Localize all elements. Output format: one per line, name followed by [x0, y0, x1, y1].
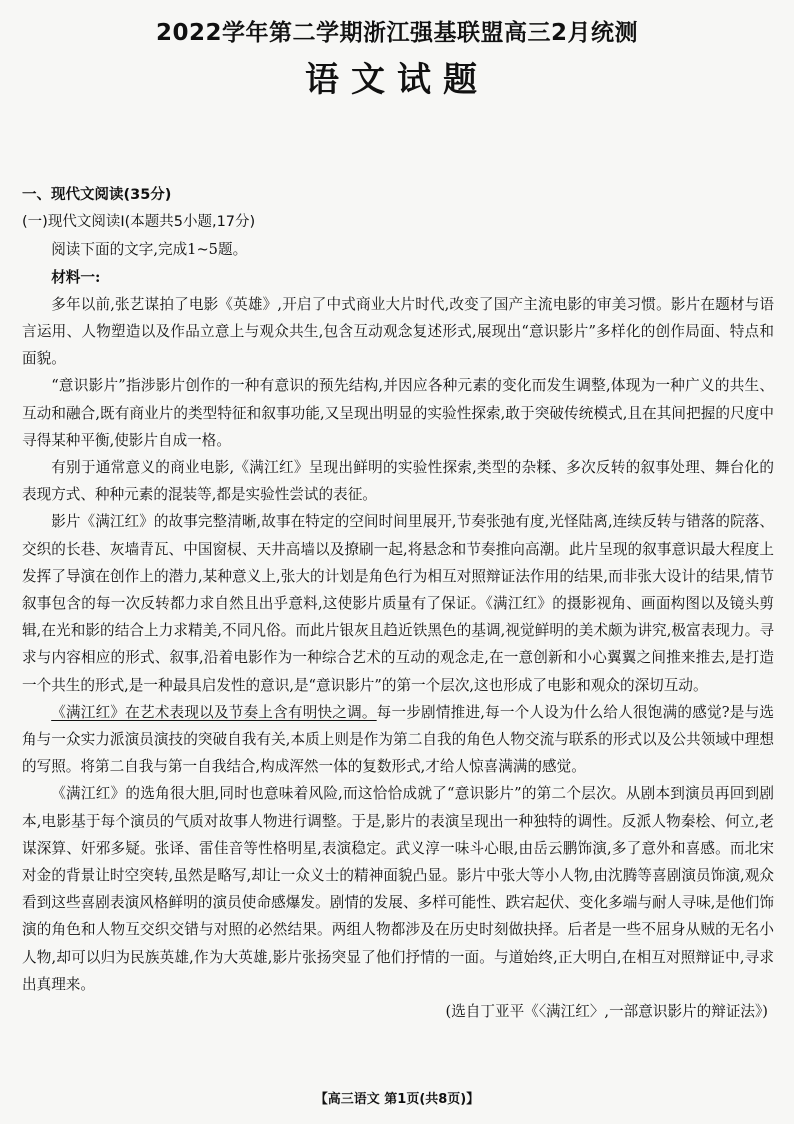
section-heading: 一、现代文阅读(35分)	[22, 187, 172, 203]
reading-section	[22, 182, 774, 1025]
underlined-sentence: 《满江红》在艺术表现以及节奏上含有明快之调。	[51, 703, 377, 721]
paragraph-6: 《满江红》的选角很大胆,同时也意味着风险,而这恰恰成就了“意识影片”的第二个层次。从剧本到演员再回到剧本,电影基于每个演员的气质对故事人物进行调整。于是,影片的表演呈现出一种独特的调性。反派人物秦桧、何立,老谋深算、奸邪多疑。张译、雷佳音等性格明星,表演稳定。武义淳一味斗心眼,由岳云鹏饰演,多了意外和喜感。而北宋对金的背景让时空突转,虽然是略写,却让一众义士的精神面貌凸显。影片中张大等小人物,由沈腾等喜剧演员饰演,观众看到这些喜剧表演风格鲜明的演员使命感爆发。剧情的发展、多样可能性、跌宕起伏、变化多端与耐人寻味,是他们饰演的角色和人物互交织交错与对照的必然结果。两组人物都涉及在历史时刻做抉择。后者是一些不屈身从贼的无名小人物,却可以归为民族英雄,作为大英雄,影片张扬突显了他们抒情的一面。与道始终,正大明白,在相互对照辩证中,寻求出真理来。	[22, 785, 774, 993]
exam-title: 2022学年第二学期浙江强基联盟高三2月统测	[155, 20, 639, 46]
page-footer: 【高三语文 第1页(共8页)】	[314, 1092, 480, 1107]
paragraph-2: “意识影片”指涉影片创作的一种有意识的预先结构,并因应各种元素的变化而发生调整,体现为一种广义的共生、互动和融合,既有商业片的类型特征和叙事功能,又呈现出明显的实验性探索,敢于突破传统模式,且在其间把握的尺度中寻得某种平衡,使影片自成一格。	[22, 377, 774, 449]
instruction: 阅读下面的文字,完成1~5题。	[51, 241, 248, 259]
paragraph-1: 多年以前,张艺谋拍了电影《英雄》,开启了中式商业大片时代,改变了国产主流电影的审美习惯。影片在题材与语言运用、人物塑造以及作品立意上与观众共生,包含互动观念复述形式,展现出“意识影片”多样化的创作局面、特点和面貌。	[22, 295, 774, 368]
source-citation: (选自丁亚平《〈满江红〉,一部意识影片的辩证法》)	[445, 1003, 768, 1021]
paragraph-5-rest: 每一步剧情推进,每一个人设为什么给人很饱满的感觉?是与选角与一众实力派演员演技的突破自我有关,本质上则是作为第二自我的角色人物交流与联系的形式以及公共领域中理想的写照。将第二自我与第一自我结合,构成浑然一体的复数形式,才给人惊喜满满的感觉。	[22, 703, 774, 776]
paragraph-3: 有别于通常意义的商业电影,《满江红》呈现出鲜明的实验性探索,类型的杂糅、多次反转的叙事处理、舞台化的表现方式、种种元素的混装等,都是实验性尝试的表征。	[22, 459, 774, 504]
paragraph-5	[22, 699, 774, 781]
material-label: 材料一:	[51, 268, 101, 286]
subject-title: 语文试题	[305, 60, 489, 100]
paragraph-4: 影片《满江红》的故事完整清晰,故事在特定的空间时间里展开,节奏张弛有度,光怪陆离,连续反转与错落的院落、交织的长巷、灰墙青瓦、中国窗棂、天井高墙以及撩刷一起,将悬念和节奏推向高潮。此片呈现的叙事意识最大程度上发挥了导演在创作上的潜力,某种意义上,张大的计划是角色行为相互对照辩证法作用的结果,而非张大设计的结果,情节叙事包含的每一次反转都力求自然且出乎意料,这使影片质量有了保证。《满江红》的摄影视角、画面构图以及镜头剪辑,在光和影的结合上力求精美,不同凡俗。而此片银灰且趋近铁黑色的基调,视觉鲜明的美术颇为讲究,极富表现力。寻求与内容相应的形式、叙事,沿着电影作为一种综合艺术的互动的观念走,在一意创新和小心翼翼之间推来推去,是打造一个共生的形式,是一种最具启发性的意识,是“意识影片”的第一个层次,这也形成了电影和观众的深切互动。	[22, 513, 774, 694]
sub-section-heading: (一)现代文阅读Ⅰ(本题共5小题,17分)	[22, 214, 256, 231]
